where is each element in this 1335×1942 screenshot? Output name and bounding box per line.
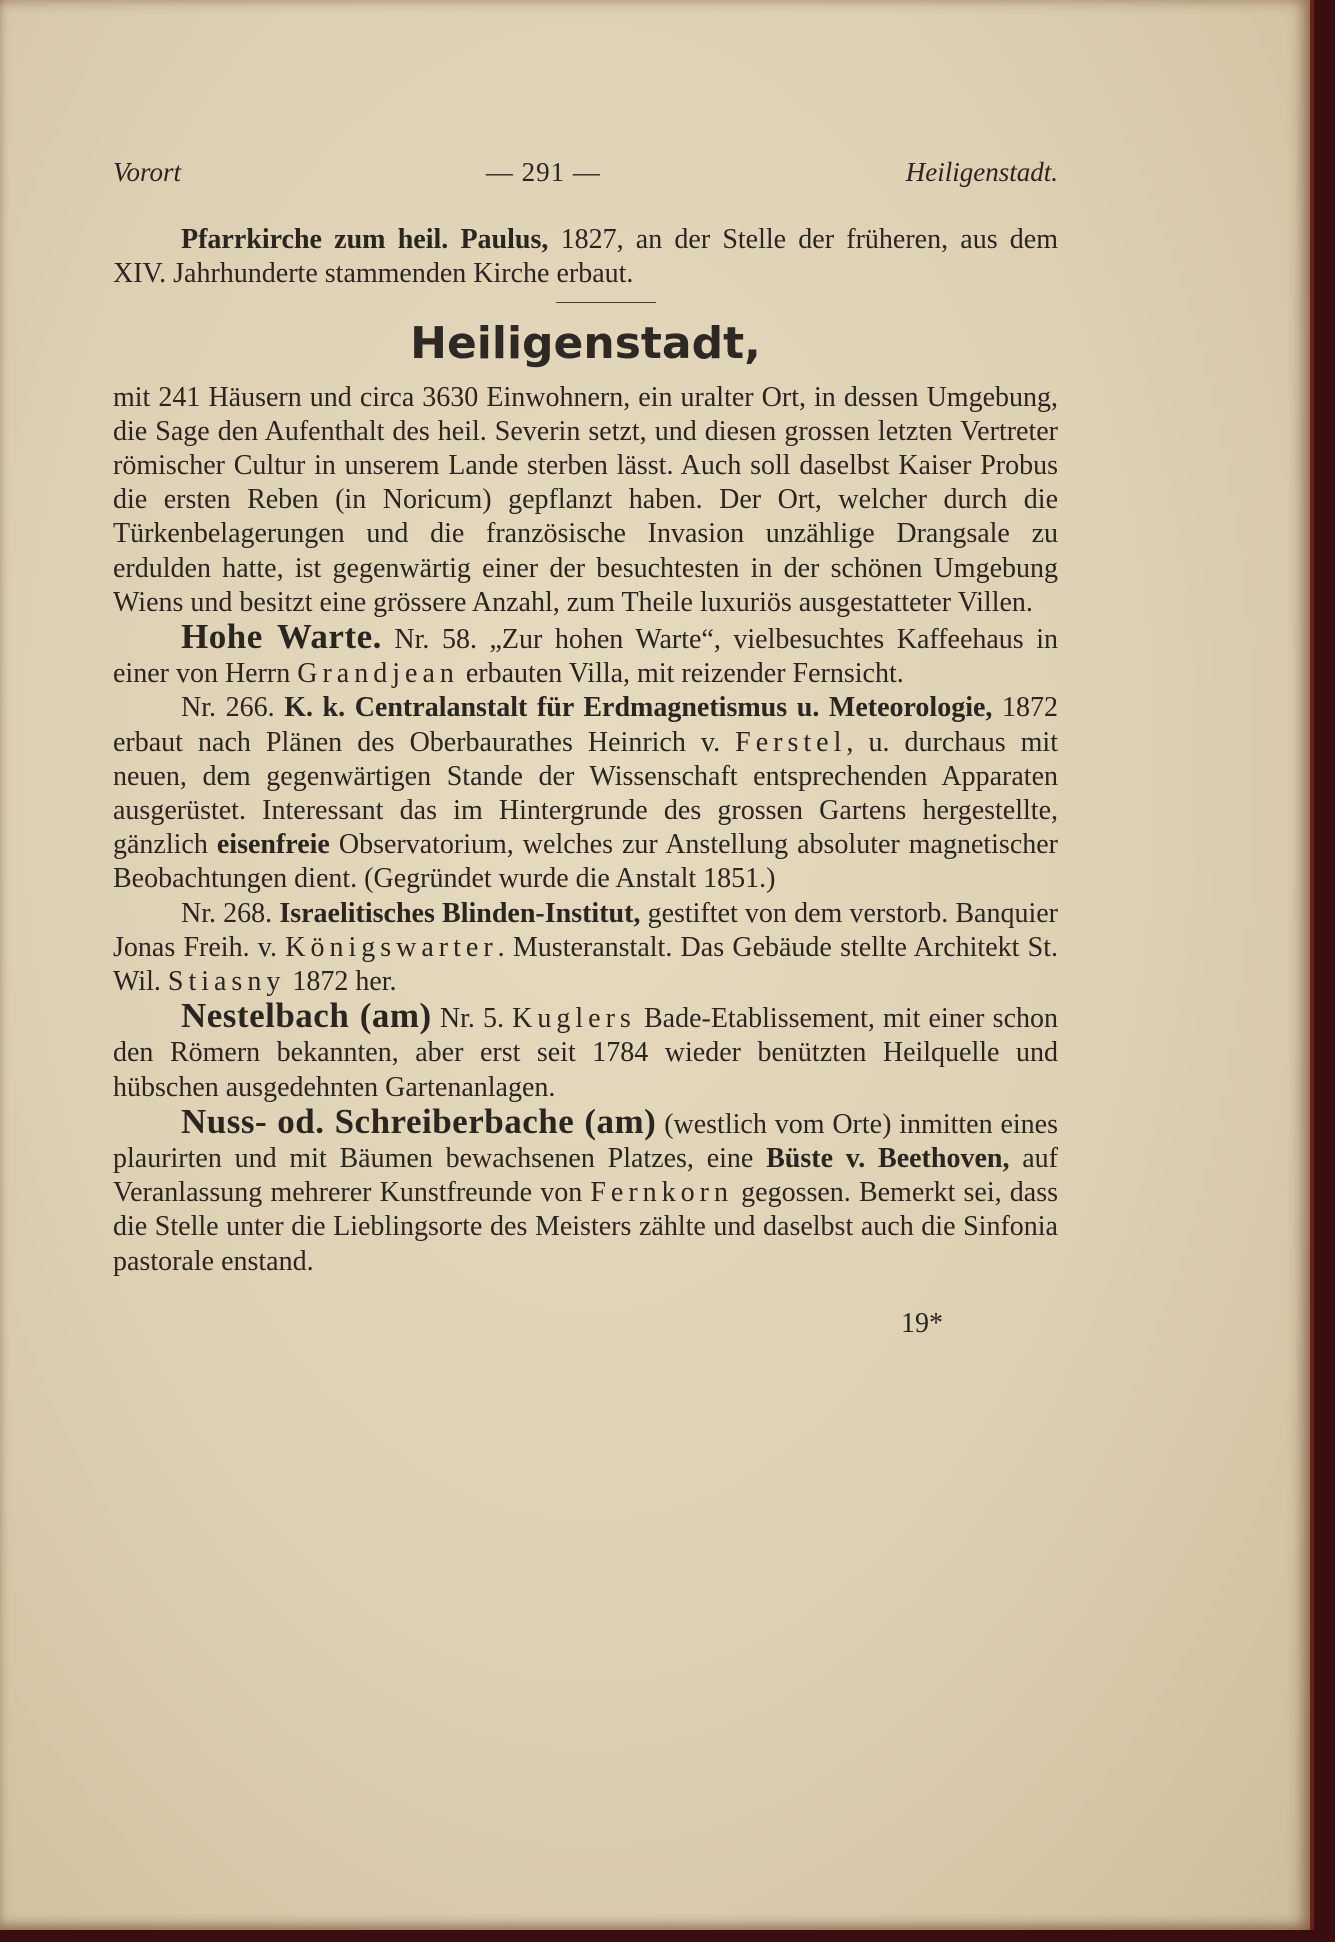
signature-mark: 19* xyxy=(901,1307,943,1339)
nussbache-bold: Büste v. Beethoven, xyxy=(766,1143,1010,1175)
section-title: Heiligenstadt, xyxy=(410,317,761,369)
page-text xyxy=(113,155,1058,1341)
nr268-bold: Israelitisches Blinden-Institut, xyxy=(279,897,641,929)
nussbache-text2: auf Veranlassung mehrerer Kunstfreunde von xyxy=(113,1143,1058,1209)
hohe-warte-text2: erbauten Villa, mit reizender Fernsicht. xyxy=(458,658,904,690)
nr268-paragraph xyxy=(113,897,1058,1000)
nr268-name2: Stiasny xyxy=(167,966,286,998)
nestelbach-name: Kuglers xyxy=(512,1003,636,1035)
running-header xyxy=(113,155,1058,189)
nr268-name1: Königswarter xyxy=(285,931,498,963)
nr266-paragraph xyxy=(113,691,1058,896)
nr266-text2: , u. durchaus mit neuen, dem gegenwärtigen Stande der Wissenschaft entsprechenden Apparaten ausgerüstet. Interessant das im Hintergrunde des grossen Gartens hergestellte, gänzlich xyxy=(113,726,1058,861)
page-number: — 291 — xyxy=(485,157,601,187)
nr266-text1: 1872 erbaut nach Plänen des Oberbaurathes Heinrich v. xyxy=(113,692,1059,758)
nr266-prefix: Nr. 266. xyxy=(181,692,285,724)
nestelbach-paragraph xyxy=(113,996,1058,1105)
header-right: Heiligenstadt. xyxy=(905,157,1058,187)
nr266-text3: Observatorium, welches zur Anstellung absoluter magnetischer Beobachtungen dient. (Gegründet wurde die Anstalt 1851.) xyxy=(113,829,1059,895)
nr268-text3: 1872 her. xyxy=(285,966,397,998)
hohe-warte-heading: Hohe Warte. xyxy=(181,617,382,657)
nr266-name: Ferstel xyxy=(735,726,847,758)
nr268-text1: gestiftet von dem verstorb. Banquier Jonas Freih. v. xyxy=(113,897,1058,963)
intro-paragraph xyxy=(113,223,1058,291)
nr266-bold2: eisenfreie xyxy=(216,829,330,861)
nestelbach-text2: Bade-Etablissement, mit einer schon den Römern bekannten, aber erst seit 1784 wieder benützten Heilquelle und hübschen ausgedehnten Gartenanlagen. xyxy=(113,1003,1058,1103)
nr268-prefix: Nr. 268. xyxy=(181,897,280,929)
header-left: Vorort xyxy=(113,157,182,187)
nussbache-name: Fernkorn xyxy=(590,1177,733,1209)
description-paragraph: mit 241 Häusern und circa 3630 Einwohnern, ein uralter Ort, in dessen Umgebung, die Sage den Aufenthalt des heil. Severin setzt, und diesen grossen letzten Vertreter römischer Cultur in unserem Lande sterben lässt. Auch soll daselbst Kaiser Probus die ersten Reben (in Noricum) gepflanzt haben. Der Ort, welcher durch die Türkenbelagerungen und die französische Invasion unzählige Drangsale zu erdulden hatte, ist gegenwärtig einer der besuchtesten in der schönen Umgebung Wiens und besitzt eine grössere Anzahl, zum Theile luxuriös ausgestatteter Villen. xyxy=(113,381,1058,618)
intro-bold: Pfarrkirche zum heil. Paulus, xyxy=(181,224,549,256)
hohe-warte-name: Grandjean xyxy=(297,658,459,690)
nussbache-text3: gegossen. Bemerkt sei, dass die Stelle unter die Lieblingsorte des Meisters zählte und daselbst auch die Sinfonia pastorale enstand. xyxy=(113,1177,1058,1277)
intro-text: 1827, an der Stelle der früheren, aus dem XIV. Jahrhunderte stammenden Kirche erbaut. xyxy=(113,224,1058,290)
nestelbach-heading: Nestelbach (am) xyxy=(181,996,432,1036)
nussbache-paragraph xyxy=(113,1101,1058,1279)
nestelbach-text1: Nr. 5. xyxy=(431,1003,513,1035)
nussbache-heading: Nuss- od. Schreiberbache (am) xyxy=(181,1101,657,1141)
nussbache-text1: (westlich vom Orte) inmitten eines plaurirten und mit Bäumen bewachsenen Platzes, eine xyxy=(113,1108,1058,1175)
hohe-warte-text1: Nr. 58. „Zur hohen Warte“, vielbesuchtes Kaffeehaus in einer von Herrn xyxy=(113,624,1058,690)
nr266-bold: K. k. Centralanstalt für Erdmagnetismus u. Meteorologie, xyxy=(284,692,993,724)
section-divider xyxy=(556,302,656,303)
hohe-warte-paragraph xyxy=(113,617,1058,691)
nr268-text2: . Musteranstalt. Das Gebäude stellte Architekt St. Wil. xyxy=(113,931,1058,998)
